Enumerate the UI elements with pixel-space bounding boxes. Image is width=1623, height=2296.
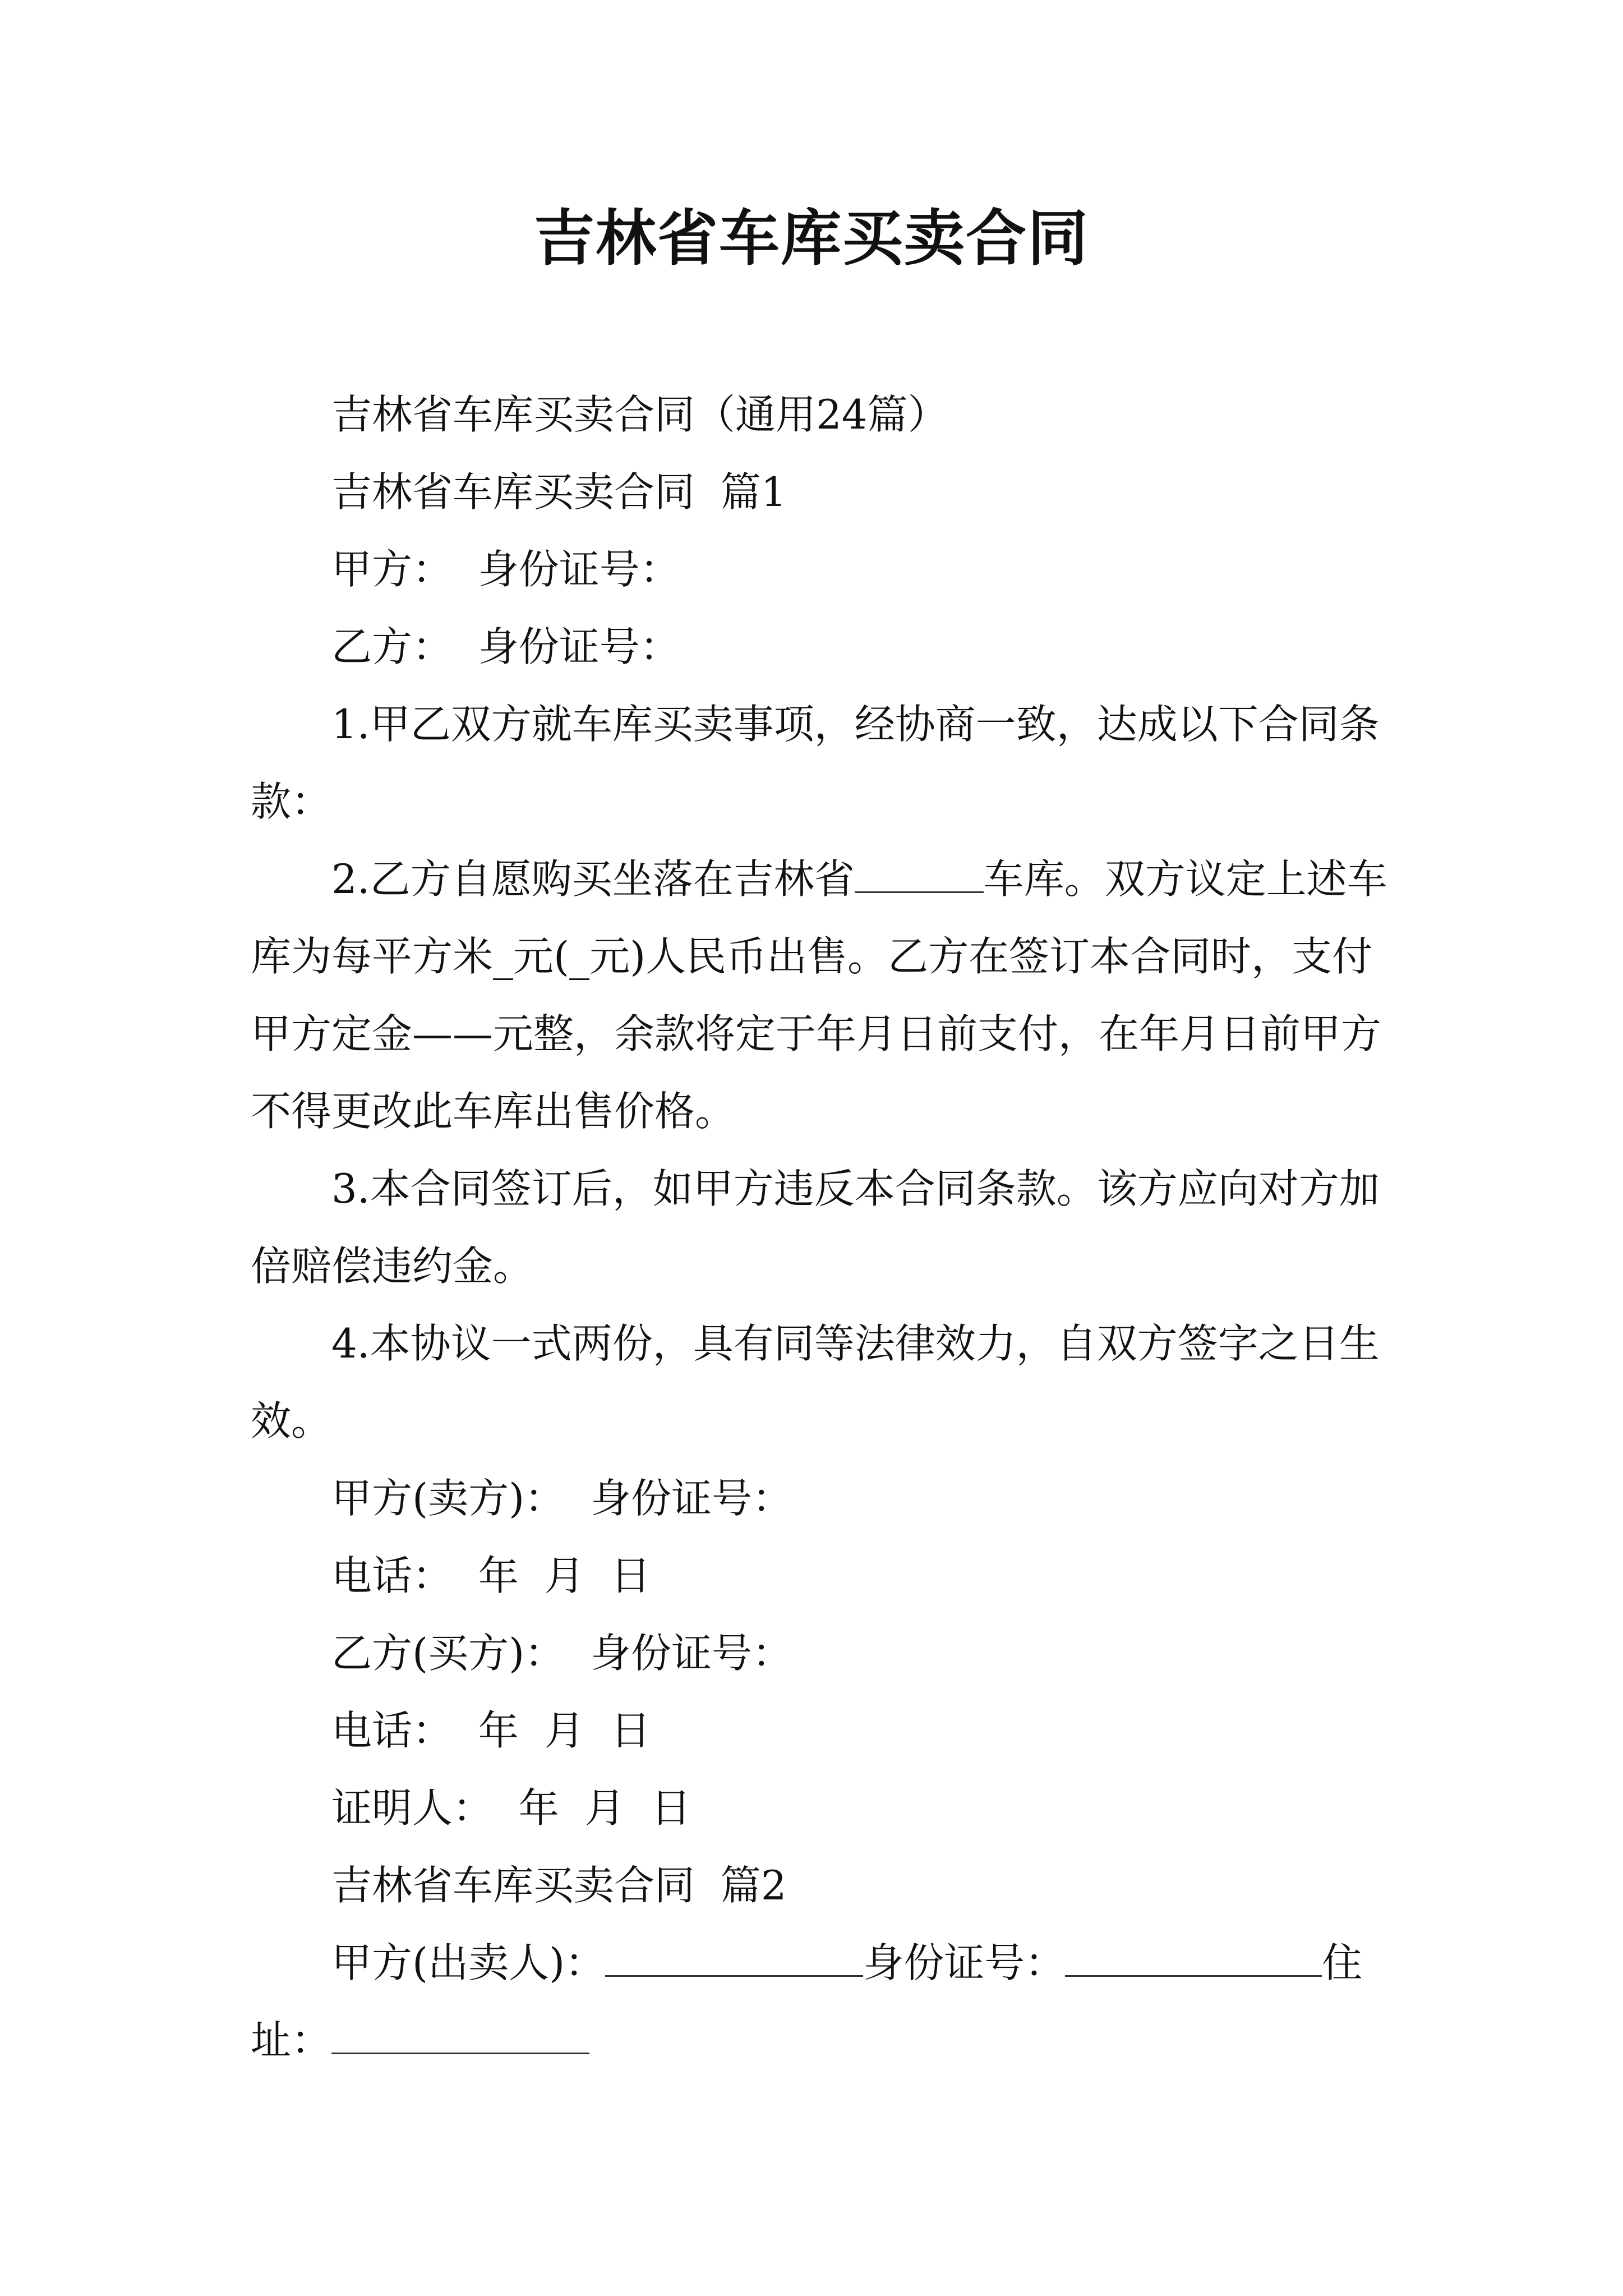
section1-heading: 吉林省车库买卖合同 篇1 [331,468,787,516]
party-a-line: 甲方： 身份证号： [331,546,680,593]
clause-2 [251,840,1389,1150]
section2-seller-line [251,1924,1389,2079]
address-label: 住址： [251,1939,1363,2064]
buyer-signature-line: 乙方(买方)： 身份证号： [331,1630,792,1677]
clause-4: 4.本协议一式两份，具有同等法律效力，自双方签字之日生效。 [251,1320,1380,1444]
document-title: 吉林省车库买卖合同 [533,203,1089,274]
address-blank [331,2016,589,2054]
document-subtitle: 吉林省车库买卖合同（通用24篇） [331,391,948,438]
id-number-blank [1065,1938,1322,1977]
clause-1: 1.甲乙双方就车库买卖事项，经协商一致，达成以下合同条款： [251,701,1380,825]
section2-heading: 吉林省车库买卖合同 篇2 [331,1862,787,1909]
id-label: 身份证号： [863,1939,1066,1986]
party-b-line: 乙方： 身份证号： [331,623,680,670]
clause-2-end: 车库。双方议定上述车库为每平方米_元(_元)人民币出售。乙方在签订本合同时，支付甲方定金——元整，余款将定于年月日前支付，在年月日前甲方不得更改此车库出售价格。 [251,855,1387,1135]
buyer-phone-date-line: 电话： 年 月 日 [331,1707,651,1754]
seller-signature-line: 甲方(卖方)： 身份证号： [331,1475,792,1522]
witness-line: 证明人： 年 月 日 [331,1784,691,1832]
document-body [251,376,1389,2079]
clause-2-start: 2.乙方自愿购买坐落在吉林省 [331,855,855,903]
seller-label: 甲方(出卖人)： [331,1939,606,1986]
clause-3: 3.本合同签订后，如甲方违反本合同条款。该方应向对方加倍赔偿违约金。 [251,1165,1380,1290]
seller-phone-date-line: 电话： 年 月 日 [331,1552,651,1599]
seller-name-blank [605,1938,863,1977]
location-blank [855,854,984,893]
